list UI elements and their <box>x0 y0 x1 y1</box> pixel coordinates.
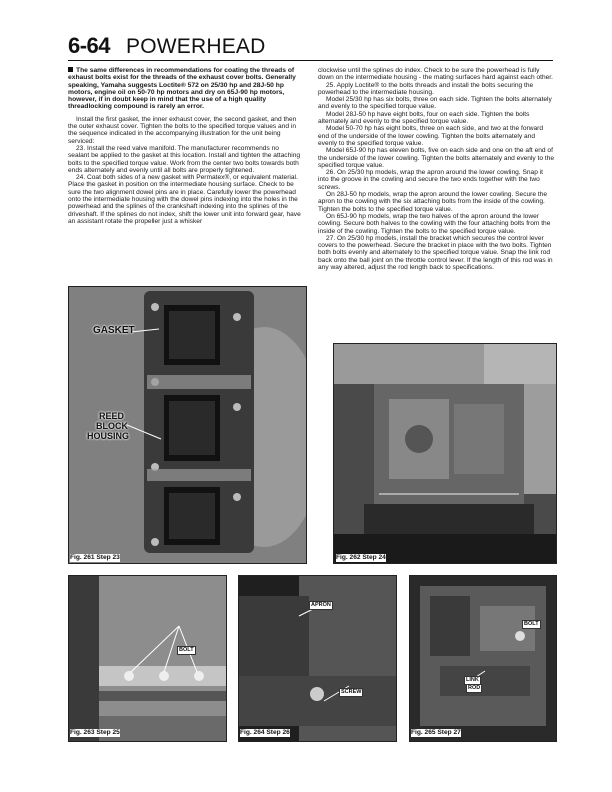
label-block: BLOCK <box>96 421 128 431</box>
label-screw: SCREW <box>341 689 362 695</box>
label-bolt: BOLT <box>179 647 194 653</box>
figure-265-photo <box>409 575 557 742</box>
warning-note <box>68 67 302 111</box>
label-gasket: GASKET <box>93 325 135 336</box>
paragraph: 25. Apply Loctite® to the bolts threads and install the bolts securing the powerhead to the intermediate housing. <box>318 81 534 96</box>
figure-265-caption: Fig. 265 Step 27 <box>411 729 461 736</box>
bullet-square-icon <box>68 67 73 72</box>
paragraph: 27. On 25/30 hp models, install the bracket which secures the control lever covers to the powerhead. Secure the bracket in place with the two bolts. Tighten both bolts evenly and alternately to the specified torque value. Snap the link rod back onto the ball joint on the throttle control lever. If the length of this rod was in any way altered, adjust the rod length back to specifications. <box>318 234 553 272</box>
paragraph: Install the first gasket, the inner exhaust cover, the second gasket, and then the outer exhaust cover. Tighten the bolts to the specified torque values and in the sequence indicated in the accompanying illustration for the unit being serviced: <box>68 115 297 145</box>
paragraph: 26. On 25/30 hp models, wrap the apron around the lower cowling. Snap it into the groove in the cowling and secure the two ends together with the two screws. <box>318 169 543 191</box>
warning-text: The same differences in recommendations for coating the threads of exhaust bolts exist for the threads of the exhaust cover bolts. Generally speaking, Yamaha suggests Loctite® 572 on 25/30 hp and 28J-50 hp motors, engine oil on 50-70 hp motors and dry on 65J-90 hp motors, however, if in doubt keep in mind that the use of a high quality threadlocking compound is rarely an error. <box>68 67 296 111</box>
figure-262-photo <box>333 343 557 564</box>
paragraph: On 28J-50 hp models, wrap the apron around the lower cowling. Secure the apron to the cowling with the six attaching bolts from the inside of the cowling. Tighten the bolts to the specified torque value. <box>318 191 548 213</box>
paragraph: Model 25/30 hp has six bolts, three on each side. Tighten the bolts alternately and evenly to the specified torque value. <box>318 96 552 111</box>
left-text-column <box>68 67 302 225</box>
paragraph: 24. Coat both sides of a new gasket with Permatex®, or equivalent material. Place the gasket in position on the intermediate housing surface. Check to be sure the two alignment dowel pins are in place. Carefully lower the powerhead onto the intermediate housing with the dowel pins indexing into the holes in the powerhead and the splines of the crankshaft indexing into the splines of the driveshaft. If the splines do not index, shift the lower unit into forward gear, have an assistant rotate the propeller just a whisker <box>68 174 301 225</box>
powerhead-bolts-illustration <box>69 576 226 741</box>
paragraph: On 65J-90 hp models, wrap the two halves of the apron around the lower cowling. Secure both halves to the cowling with the four attaching bolts from the inside of the cowling. Tighten the bolts to the specified torque value. <box>318 212 551 235</box>
section-title: POWERHEAD <box>126 35 266 58</box>
label-rod: ROD <box>468 685 481 691</box>
label-bolt: BOLT <box>524 621 539 627</box>
figure-261-photo <box>68 286 307 564</box>
control-lever-bracket-illustration <box>410 576 556 741</box>
powerhead-illustration <box>334 344 556 563</box>
page-number: 6-64 <box>68 33 111 58</box>
label-housing: HOUSING <box>87 431 130 441</box>
figure-262-caption: Fig. 262 Step 24 <box>336 554 386 561</box>
paragraph: Model 50-70 hp has eight bolts, three on each side, and two at the forward end of the underside of the lower cowling. Tighten the bolts alternately and evenly to the specified torque value. <box>318 125 543 147</box>
page-header <box>68 34 553 61</box>
right-text-column <box>318 67 555 271</box>
paragraph: Model 65J-90 hp has eleven bolts, five on each side and one on the aft end of the underside of the lower cowling. Tighten the bolts alternately and evenly to the specified torque value. <box>318 147 555 169</box>
figure-261-caption: Fig. 261 Step 23 <box>70 554 120 561</box>
paragraph: clockwise until the splines do index. Check to be sure the powerhead is fully down on the intermediate housing - the mating surfaces hard against each other. <box>318 67 553 82</box>
label-apron: APRON <box>311 602 331 608</box>
label-link: LINK <box>466 677 479 683</box>
paragraph: Model 28J-50 hp have eight bolts, four on each side. Tighten the bolts alternately and evenly to the specified torque value. <box>318 110 530 126</box>
figure-264-caption: Fig. 264 Step 26 <box>240 729 290 736</box>
figure-263-caption: Fig. 263 Step 25 <box>70 729 120 736</box>
label-reed: REED <box>99 411 125 421</box>
figure-264-photo <box>238 575 397 742</box>
figure-263-photo <box>68 575 227 742</box>
paragraph: 23. Install the reed valve manifold. The manufacturer recommends no sealant be applied to the gasket at this location. Install and tighten the attaching bolts to the specified torque value. Work from the center two bolts towards both ends alternately and evenly until all bolts are properly tightened. <box>68 144 301 174</box>
